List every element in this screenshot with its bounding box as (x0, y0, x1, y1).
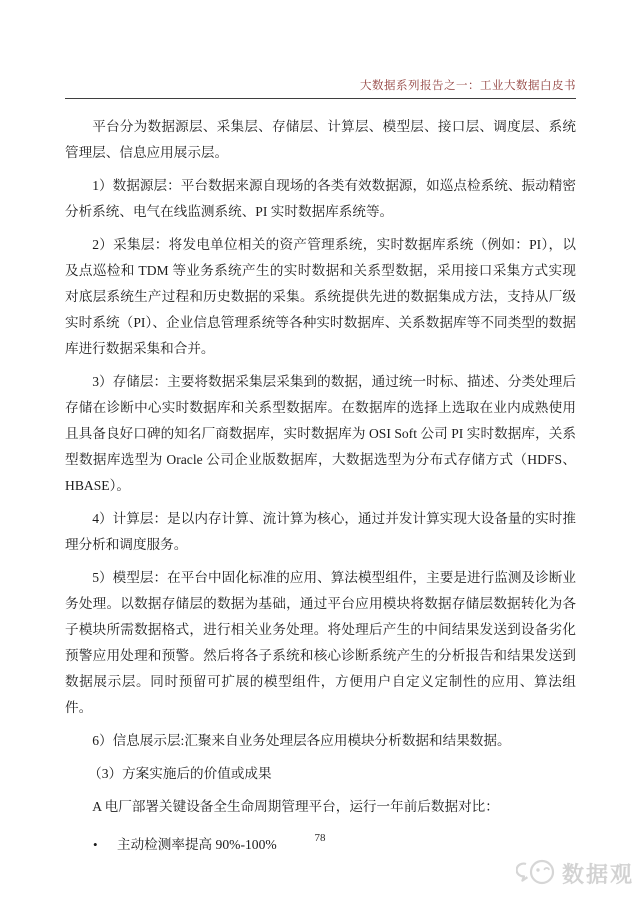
chat-bubble-icon (516, 856, 558, 890)
list-item-text: 主动检测率提高 90%-100% (117, 837, 277, 852)
page-header (65, 0, 576, 99)
shujuguan-logo (516, 856, 634, 890)
page-number: 78 (314, 832, 326, 844)
paragraph-computing-layer: 4）计算层：是以内存计算、流计算为核心，通过并发计算实现大设备量的实时推理分析和调度服务。 (65, 511, 576, 552)
paragraph-display-layer: 6）信息展示层:汇聚来自业务处理层各应用模块分析数据和结果数据。 (92, 733, 511, 748)
bullet-icon: • (93, 837, 98, 852)
paragraph-storage-layer: 3）存储层：主要将数据采集层采集到的数据，通过统一时标、描述、分类处理后存储在诊断中心实时数据库和关系型数据库。在数据库的选择上选取在业内成熟使用且具备良好口碑的知名厂商数据库，实时数据库为 OSI Soft 公司 PI 实时数据库，关系型数据库选型为 Oracle 公司企业版数据库，大数据选型为分布式存储方式（HDFS、HBASE）。 (65, 374, 576, 493)
paragraph-collection-layer: 2）采集层：将发电单位相关的资产管理系统，实时数据库系统（例如：PI），以及点巡检和 TDM 等业务系统产生的实时数据和关系型数据，采用接口采集方式实现对底层系统生产过程和历史数据的采集。系统提供先进的数据集成方法，支持从厂级实时系统（PI）、企业信息管理系统等各种实时数据库、关系数据库等不同类型的数据库进行数据采集和合并。 (65, 237, 576, 356)
paragraph-data-source-layer: 1）数据源层：平台数据来源自现场的各类有效数据源，如巡点检系统、振动精密分析系统、电气在线监测系统、PI 实时数据库系统等。 (65, 178, 576, 219)
heading-implementation-results: （3）方案实施后的价值或成果 (88, 766, 272, 781)
paragraph-plant-comparison: A 电厂部署关键设备全生命周期管理平台，运行一年前后数据对比： (92, 799, 499, 814)
paragraph-platform-layers: 平台分为数据源层、采集层、存储层、计算层、模型层、接口层、调度层、系统管理层、信息应用展示层。 (65, 119, 576, 160)
logo-text: 数据观 (561, 861, 634, 887)
header-title: 大数据系列报告之一：工业大数据白皮书 (360, 80, 576, 92)
paragraph-model-layer: 5）模型层：在平台中固化标准的应用、算法模型组件，主要是进行监测及诊断业务处理。以数据存储层的数据为基础，通过平台应用模块将数据存储层数据转化为各子模块所需数据格式，进行相关业务处理。将处理后产生的中间结果发送到设备劣化预警应用处理和预警。然后将各子系统和核心诊断系统产生的分析报告和结果发送到数据展示层。同时预留可扩展的模型组件，方便用户自定义定制性的应用、算法组件。 (65, 570, 576, 715)
document-body (65, 114, 576, 858)
